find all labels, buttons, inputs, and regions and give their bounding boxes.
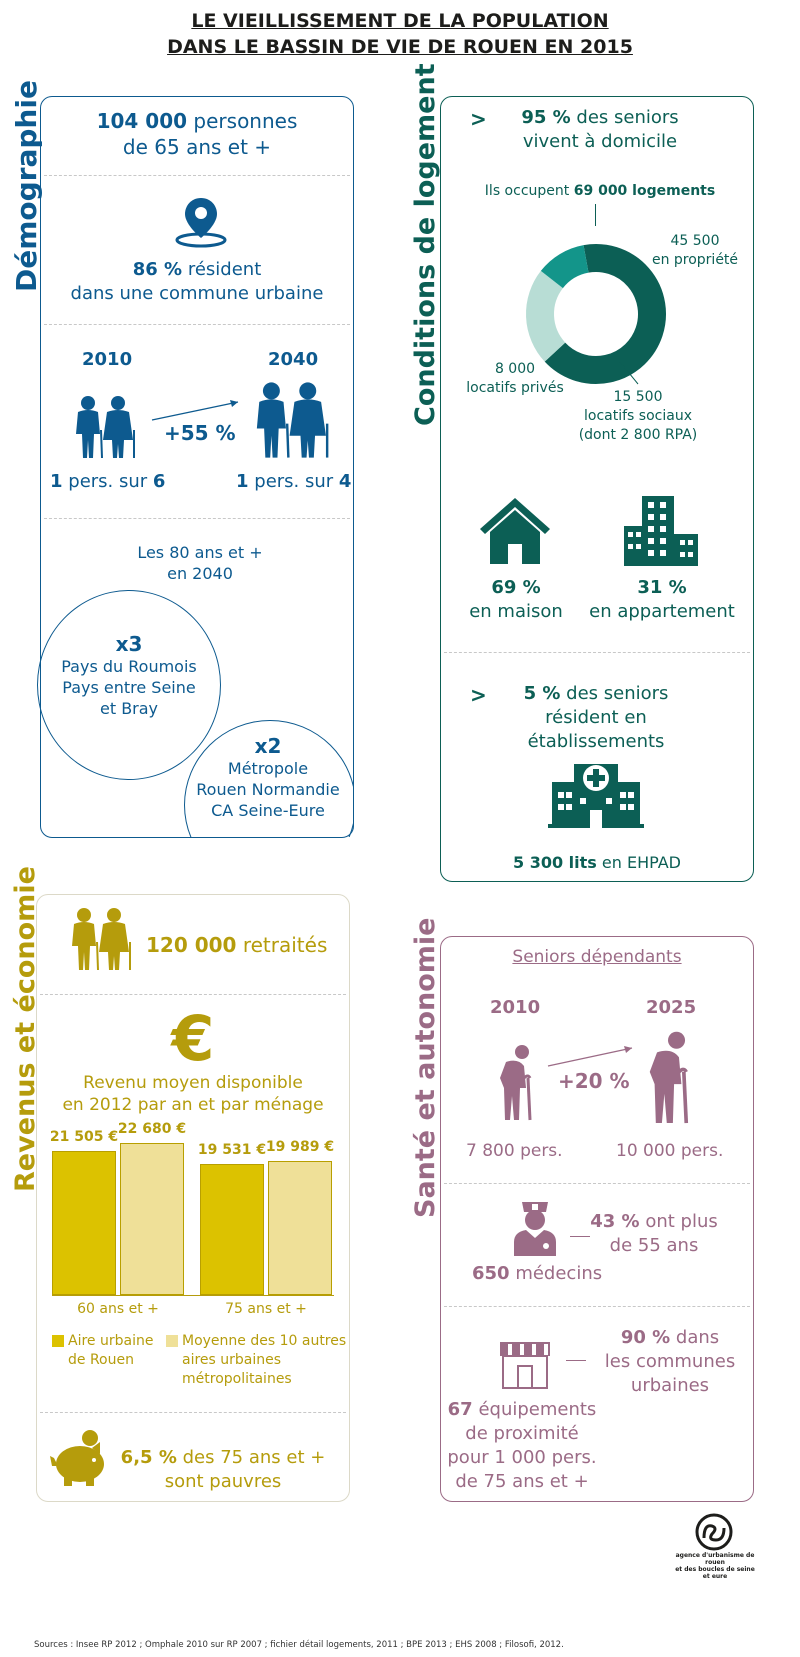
donut-social-label [566,388,710,445]
elderly-cane-large-icon [640,1030,696,1126]
agency-line-3: et eure [702,1573,728,1580]
title-line-1: LE VIEILLISSEMENT DE LA POPULATION [191,10,609,32]
legend-swatch-others [166,1335,178,1347]
ratio-2010 [50,470,165,494]
section-label-logement: Conditions de logement [410,63,441,426]
sante-growth-arrow-icon [546,1044,640,1070]
circle-x2-line-1: Métropole [227,759,309,778]
inst-value: 5 % [523,683,561,704]
home-text-1: des seniors [576,107,679,128]
apartment-share [584,576,740,624]
bar-value-label: 19 989 € [265,1139,335,1156]
category-label: 60 ans et + [77,1301,159,1317]
divider [444,652,750,653]
poor-text-1: des 75 ans et + [182,1447,326,1468]
sante-year-2010: 2010 [490,997,541,1018]
equip-urban-text-3: urbaines [630,1375,710,1396]
legend-rouen [68,1332,153,1370]
circle-x2-mult: x2 [254,734,282,758]
apartment-value: 31 % [637,577,687,598]
poor-value: 6,5 % [120,1447,177,1468]
sante-subtitle: Seniors dépendants [512,947,682,967]
over80-line-2: en 2040 [167,564,233,583]
private-text: locatifs privés [466,380,564,396]
legend-swatch-rouen [52,1335,64,1347]
sante-year-2025: 2025 [646,997,697,1018]
agency-logo-icon [694,1512,734,1552]
house-text: en maison [469,601,563,622]
house-icon [478,496,552,566]
ratio-2040 [236,470,351,494]
income-line-2: en 2012 par an et par ménage [62,1095,324,1115]
over55-value: 43 % [590,1211,640,1232]
legend-others-line-2: aires urbaines [182,1352,282,1368]
home-text-2: vivent à domicile [522,131,678,152]
population-text-2: de 65 ans et + [122,135,272,159]
ratio-2010-text: pers. sur [68,471,148,492]
euro-icon: € [171,1002,215,1075]
equip-pointer [566,1360,586,1361]
shop-icon [498,1338,552,1390]
social-text: locatifs sociaux [584,408,692,424]
ratio-2040-text: pers. sur [254,471,334,492]
page-title [0,8,800,60]
urban-value: 86 % [132,259,183,280]
legend-others-line-3: métropolitaines [182,1371,292,1387]
population-text-1: personnes [193,109,298,133]
social-note: (dont 2 800 RPA) [578,427,698,443]
doctors-count [472,1262,602,1286]
bar-value-label: 22 680 € [117,1121,187,1138]
social-pointer [618,360,642,386]
location-pin-icon [174,194,228,250]
chart-baseline [52,1295,334,1296]
inst-text-2: résident en établissements [527,707,665,752]
legend-others-line-1: Moyenne des 10 autres [182,1333,347,1349]
circle-x2-text [186,736,350,821]
equip-text-1: équipements [478,1399,597,1420]
section-label-sante: Santé et autonomie [410,917,441,1218]
doctor-icon [510,1198,560,1256]
retired-couple-icon [68,906,134,972]
circle-x3-mult: x3 [115,632,143,656]
owner-value: 45 500 [670,233,720,249]
occupy-caption [450,182,750,201]
donut-slice-social [540,280,555,353]
apartment-building-icon [622,494,700,566]
donut-owner-label [640,232,750,270]
demographie-urban [40,258,354,306]
divider [444,1306,750,1307]
circle-x2-line-2: Rouen Normandie [196,780,340,799]
over80-caption [40,542,360,584]
year-2010: 2010 [82,349,133,370]
demographie-population [40,108,354,160]
count-2010: 7 800 pers. [466,1141,563,1161]
bar-value-label: 19 531 € [197,1142,267,1159]
agency-name [672,1552,758,1580]
legend-rouen-line-2: de Rouen [68,1352,134,1368]
social-value: 15 500 [613,389,663,405]
doctors-text: médecins [515,1263,603,1284]
ratio-2010-num: 1 [50,471,63,492]
ehpad-beds [440,852,754,873]
ehpad-value: 5 300 lits [512,853,597,872]
doctors-value: 650 [472,1263,510,1284]
agency-line-2: et des boucles de seine [675,1566,755,1573]
house-value: 69 % [491,577,541,598]
divider [40,1412,346,1413]
category-label: 75 ans et + [225,1301,307,1317]
growth-value: +55 % [164,421,236,445]
sources-note: Sources : Insee RP 2012 ; Omphale 2010 sur RP 2007 ; fichier détail logements, 2011 ; BPE 2013 ; EHS 2008 ; Filosofi, 2012. [34,1640,564,1650]
private-value: 8 000 [494,361,536,377]
circle-x3-line-2: Pays entre Seine [62,678,196,697]
elderly-couple-small-icon [72,394,138,460]
donut-slice-private [552,259,586,280]
bar-value-label: 21 505 € [49,1129,119,1145]
retired-count [146,932,327,958]
bullet-arrow: > [470,683,487,707]
title-line-2: DANS LE BASSIN DE VIE DE ROUEN EN 2015 [167,36,633,58]
poor-text-2: sont pauvres [164,1471,282,1492]
equip-value: 67 [447,1399,473,1420]
equip-text-2: de proximité [465,1423,579,1444]
count-2025: 10 000 pers. [616,1141,724,1161]
section-label-demographie: Démographie [10,80,43,292]
equip-text-3: pour 1 000 pers. [447,1447,597,1468]
apartment-text: en appartement [589,601,735,622]
logement-home [500,106,700,154]
divider [40,994,346,995]
hospital-icon [546,758,646,830]
agency-line-1: agence d'urbanisme de rouen [675,1552,755,1566]
over55-text-1: ont plus [645,1211,718,1232]
legend-others [182,1332,346,1389]
donut-slices [540,258,652,370]
urban-text-1: résident [187,259,262,280]
elderly-cane-small-icon [492,1044,538,1122]
ratio-2010-den: 6 [152,471,166,492]
equip-urban-value: 90 % [620,1327,671,1348]
ratio-2040-den: 4 [338,471,352,492]
section-label-revenus: Revenus et économie [10,866,41,1192]
revenus-panel [36,894,350,1502]
occupy-value: 69 000 logements [573,183,716,199]
year-2040: 2040 [268,349,319,370]
circle-x2-line-3: CA Seine-Eure [211,801,325,820]
over80-line-1: Les 80 ans et + [137,543,263,562]
over55-text-2: de 55 ans [609,1235,699,1256]
divider [44,518,350,519]
logement-institutions [476,682,716,754]
occupy-pointer [595,204,596,226]
house-share [456,576,576,624]
income-line-1: Revenu moyen disponible [83,1073,303,1093]
divider [44,324,350,325]
ratio-2040-num: 1 [236,471,249,492]
income-caption [36,1072,350,1116]
equip-density [446,1398,598,1494]
circle-x3-line-3: et Bray [99,699,159,718]
bullet-arrow: > [470,107,487,131]
home-value: 95 % [521,107,571,128]
inst-text-1: des seniors [566,683,669,704]
urban-text-2: dans une commune urbaine [70,283,324,304]
divider [444,1183,750,1184]
equip-urban [600,1326,740,1398]
retired-text: retraités [242,933,328,957]
equip-urban-text-2: les communes [604,1351,736,1372]
circle-x3-line-1: Pays du Roumois [61,657,197,676]
doctors-over55 [584,1210,724,1258]
donut-private-label [462,360,568,398]
legend-rouen-line-1: Aire urbaine [68,1333,154,1349]
piggy-bank-icon [50,1428,110,1488]
sante-growth: +20 % [558,1069,630,1093]
population-value: 104 000 [96,109,188,133]
divider [44,175,350,176]
occupy-text: Ils occupent [484,183,570,199]
equip-urban-text-1: dans [675,1327,720,1348]
circle-x3-text [42,634,216,719]
ehpad-text: en EHPAD [601,853,681,872]
retired-value: 120 000 [146,933,237,957]
poverty-stat [118,1446,328,1494]
owner-text: en propriété [651,252,739,268]
equip-text-4: de 75 ans et + [455,1471,589,1492]
elderly-couple-large-icon [252,378,332,462]
